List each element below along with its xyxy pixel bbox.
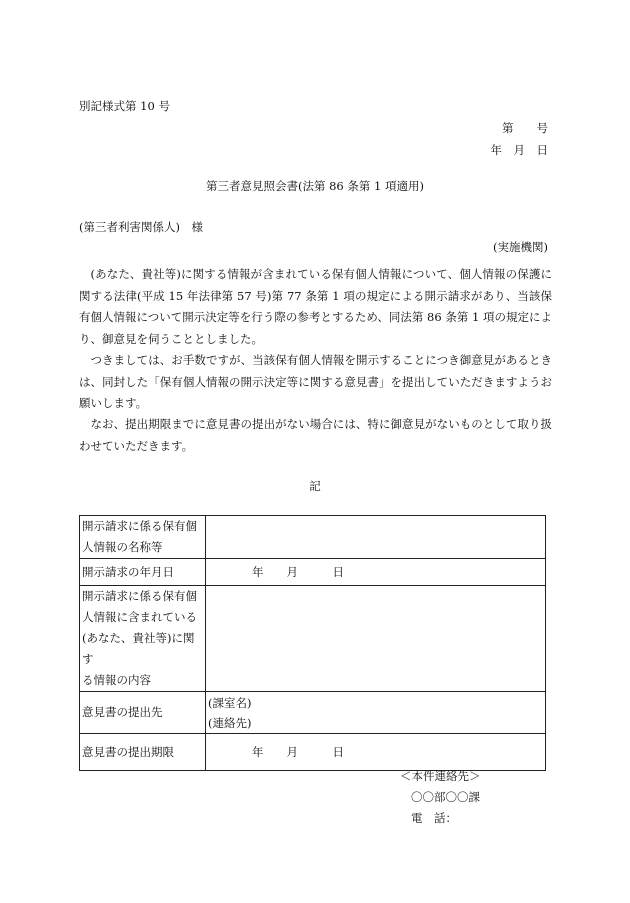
sender: (実施機関) xyxy=(493,240,548,254)
table-label-cell xyxy=(80,692,206,734)
table-label: 開示請求に係る保有個 xyxy=(82,519,197,533)
table-value-cell xyxy=(206,692,546,734)
table-value-cell xyxy=(206,586,546,692)
body-paragraph-2: つきましては、お手数ですが、当該保有個人情報を開示することにつき御意見があるときは、同封した「保有個人情報の開示決定等に関する意見書」を提出していただきますようお願いします。 xyxy=(79,353,552,410)
table-row xyxy=(80,586,546,692)
table-label: 意見書の提出先 xyxy=(82,705,163,719)
table-label: (あなた、貴社等)に関す xyxy=(82,631,195,666)
table-label: 人情報の名称等 xyxy=(82,540,163,554)
table-label-cell xyxy=(80,586,206,692)
table-value-cell xyxy=(206,734,546,771)
table-row xyxy=(80,734,546,771)
table-label: 意見書の提出期限 xyxy=(82,744,174,759)
form-number: 別記様式第 10 号 xyxy=(79,99,170,113)
table-row xyxy=(80,559,546,586)
table-label: 開示請求に係る保有個 xyxy=(82,589,197,603)
document-date: 年 月 日 xyxy=(490,143,548,157)
table-row xyxy=(80,692,546,734)
contact-department: 〇〇部〇〇課 xyxy=(411,790,480,804)
table-label: る情報の内容 xyxy=(82,673,151,687)
table-label: 開示請求の年月日 xyxy=(82,564,174,579)
table-label-cell xyxy=(80,559,206,586)
ki-heading: 記 xyxy=(309,479,321,493)
table-value: 年 月 日 xyxy=(252,745,344,759)
table-label: 人情報に含まれている xyxy=(82,610,197,624)
table-value: 年 月 日 xyxy=(252,565,344,579)
table-value: (連絡先) xyxy=(208,715,252,730)
recipient: (第三者利害関係人) 様 xyxy=(79,220,203,234)
table-value-cell xyxy=(206,559,546,586)
contact-heading: ＜本件連絡先＞ xyxy=(400,769,481,783)
info-table xyxy=(79,515,546,771)
body-paragraph-1: (あなた、貴社等)に関する情報が含まれている保有個人情報について、個人情報の保護に関する法律(平成 15 年法律第 57 号)第 77 条第 1 項の規定による開示請求があり、当該保有個人情報について開示決定等を行う際の参考とするため、同法第 86 条第 1 項の規定により、御意見を伺うこととしました。 xyxy=(79,267,552,346)
table-label-cell xyxy=(80,516,206,559)
table-label-cell xyxy=(80,734,206,771)
body-paragraph-3: なお、提出期限までに意見書の提出がない場合には、特に御意見がないものとして取り扱わせていただきます。 xyxy=(79,417,552,453)
document-number: 第 号 xyxy=(502,121,548,135)
contact-phone: 電 話： xyxy=(411,811,457,825)
table-value-cell xyxy=(206,516,546,559)
table-row xyxy=(80,516,546,559)
document-title: 第三者意見照会書(法第 86 条第 1 項適用) xyxy=(205,179,425,193)
table-value: (課室名) xyxy=(208,695,252,710)
